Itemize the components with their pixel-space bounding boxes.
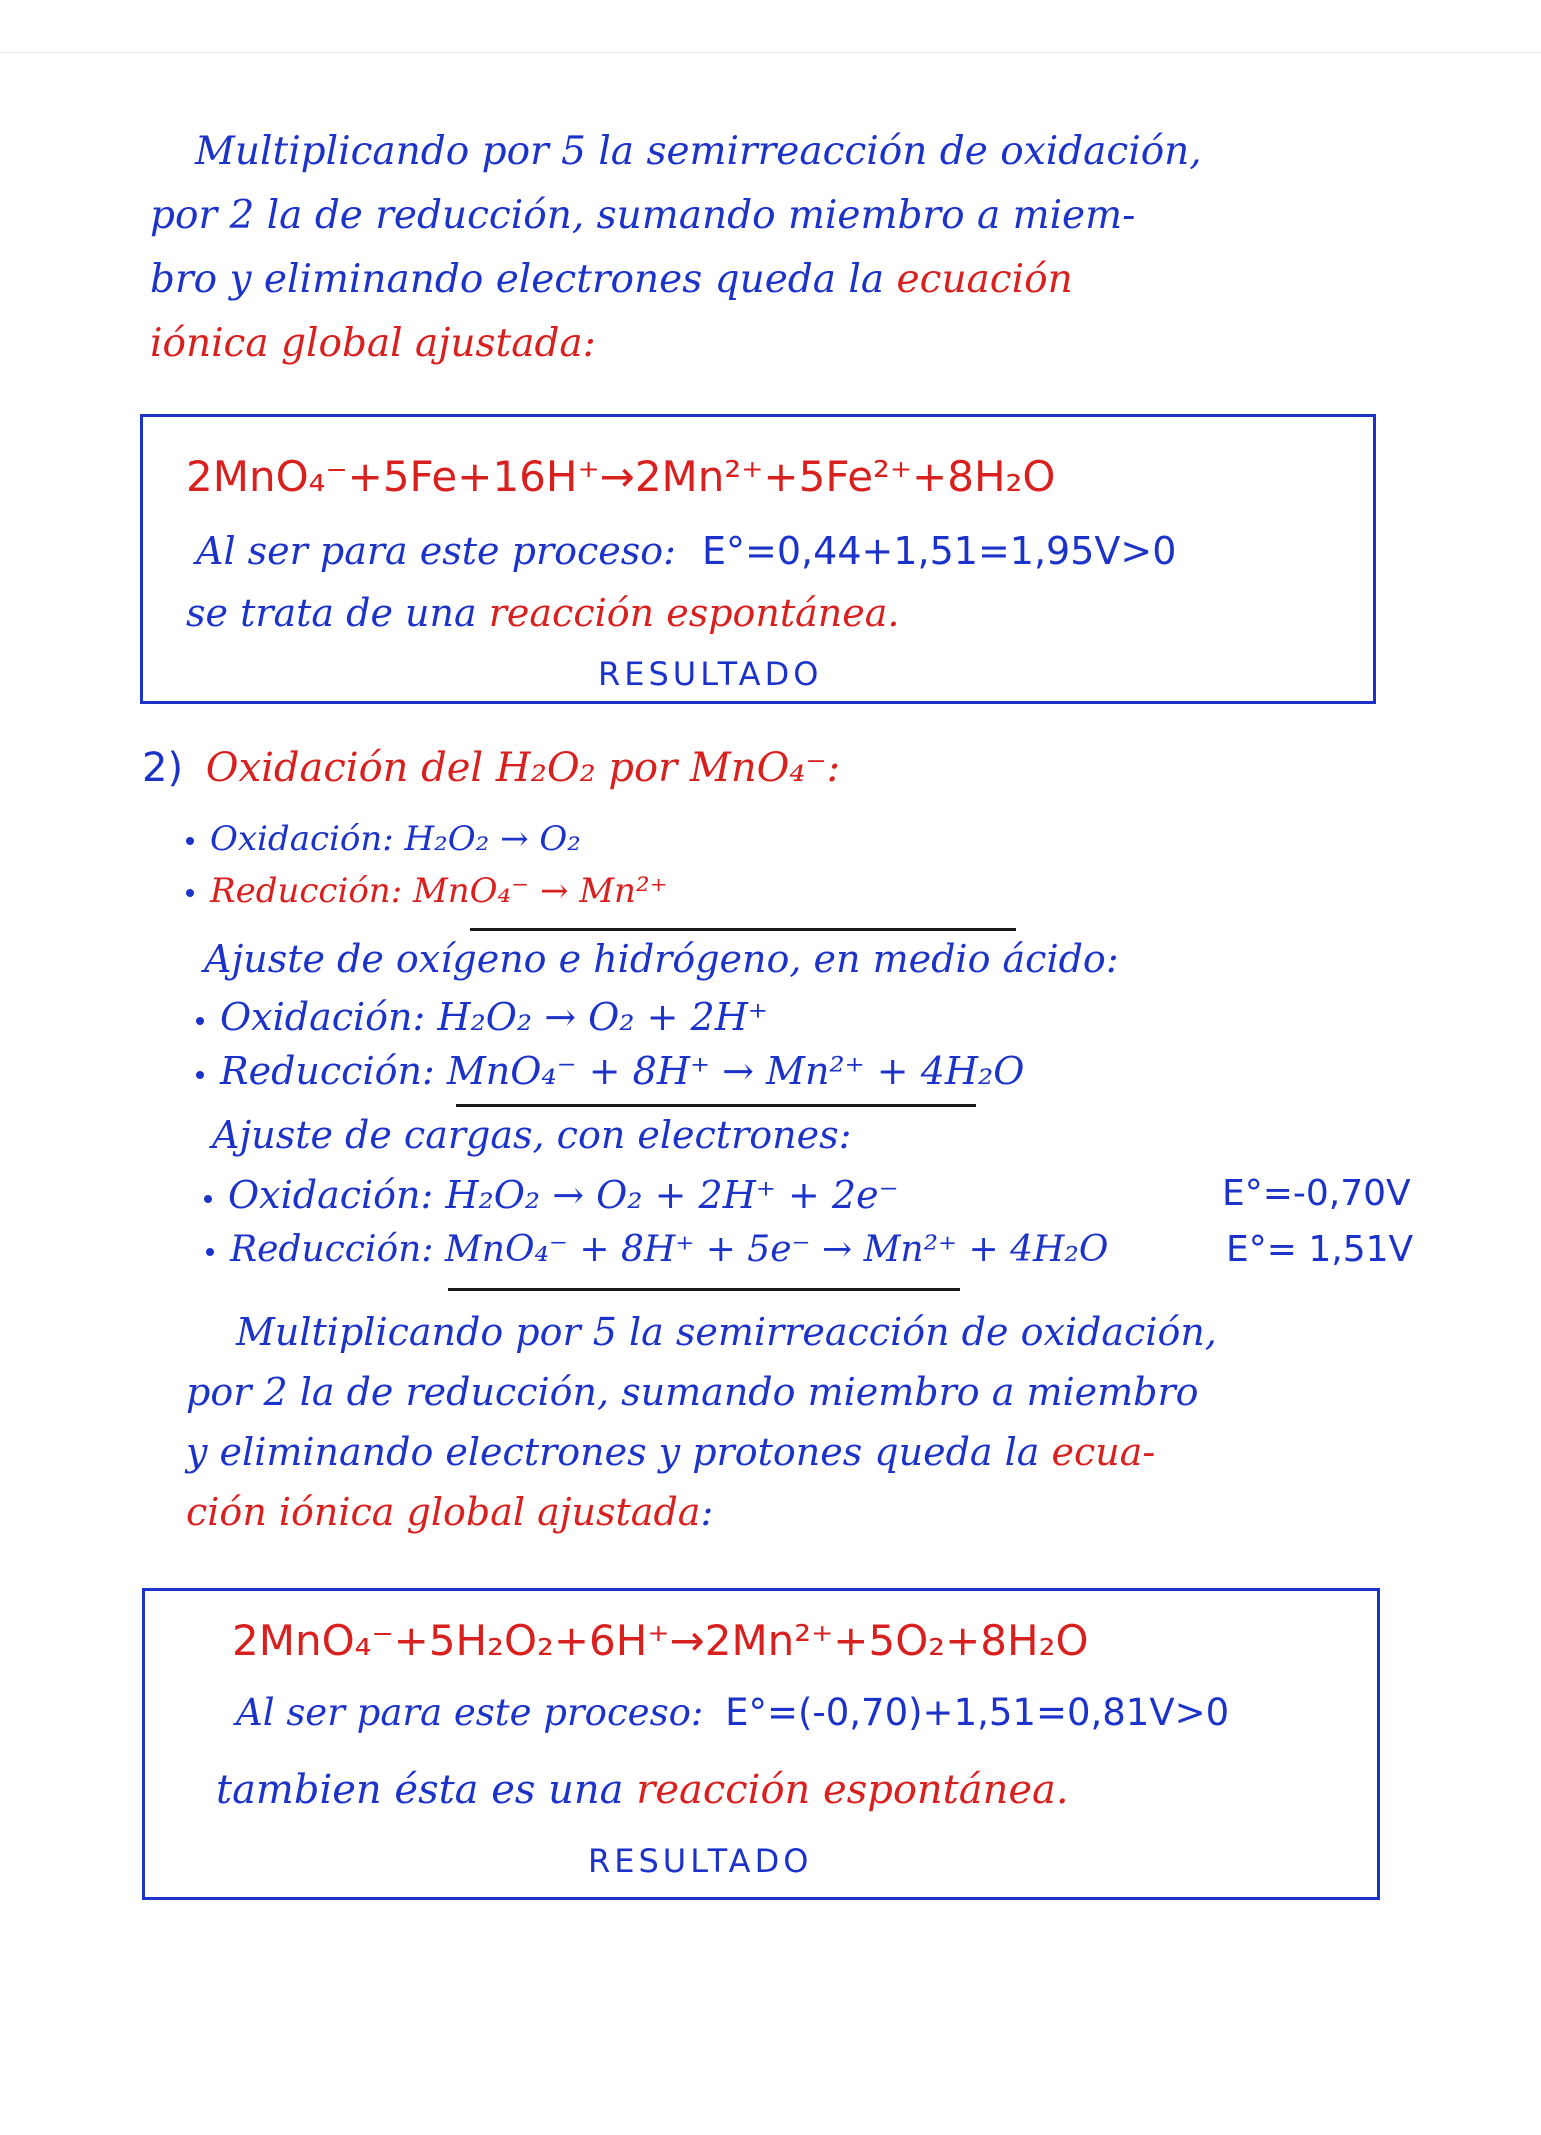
potential-value-text: E°=(-0,70)+1,51=0,81V>0 <box>725 1691 1230 1734</box>
spontaneous-prefix: se trata de una <box>186 591 489 635</box>
separator-line <box>448 1288 960 1291</box>
bullet-text: Reducción: MnO₄⁻ + 8H⁺ + 5e⁻ → Mn²⁺ + 4H₂O <box>230 1229 1109 1270</box>
paragraph-line: bro y eliminando electrones queda la <box>150 257 897 302</box>
paragraph-line: y eliminando electrones y protones queda la <box>186 1430 1052 1474</box>
page-top-edge <box>0 52 1541 53</box>
spontaneous-prefix: tambien ésta es una <box>216 1767 637 1813</box>
bullet-reduction-2 <box>196 1049 1025 1093</box>
highlight-text: ecua- <box>1051 1430 1156 1474</box>
bullet-oxidation-2 <box>196 995 768 1039</box>
global-equation-1: 2MnO₄⁻+5Fe+16H⁺→2Mn²⁺+5Fe²⁺+8H₂O <box>186 452 1056 501</box>
bullet-oxidation-3 <box>204 1173 899 1217</box>
potential-value: E°=0,44+1,51=1,95V>0 <box>702 529 1177 573</box>
paragraph-line: Multiplicando por 5 la semirreacción de oxidación, <box>195 129 1202 174</box>
bullet-reduction-3 <box>206 1229 1109 1270</box>
reduction-potential: E°= 1,51V <box>1226 1229 1414 1270</box>
highlight-text: ecuación <box>896 257 1073 302</box>
paragraph-line: por 2 la de reducción, sumando miembro a miem- <box>150 193 1136 238</box>
paragraph-line-mixed <box>186 1422 1217 1482</box>
spontaneous-line-2 <box>216 1767 1069 1813</box>
paragraph-line: por 2 la de reducción, sumando miembro a miembro <box>186 1370 1199 1414</box>
bullet-icon <box>206 1248 214 1256</box>
bullet-text: Oxidación: H₂O₂ → O₂ + 2H⁺ + 2e⁻ <box>228 1173 899 1217</box>
result-label-2: RESULTADO <box>588 1842 813 1880</box>
bullet-icon <box>196 1071 204 1079</box>
section-title: Oxidación del H₂O₂ por MnO₄⁻: <box>205 745 841 791</box>
section-number: 2) <box>142 745 184 791</box>
global-equation-2: 2MnO₄⁻+5H₂O₂+6H⁺→2Mn²⁺+5O₂+8H₂O <box>232 1616 1089 1665</box>
bullet-icon <box>186 889 194 897</box>
separator-line <box>470 928 1016 931</box>
spontaneous-highlight: reacción espontánea. <box>488 591 900 635</box>
bullet-text: Oxidación: H₂O₂ → O₂ + 2H⁺ <box>220 995 768 1039</box>
spontaneous-line-1 <box>186 591 900 635</box>
section-2-heading <box>142 745 841 791</box>
bullet-text: Oxidación: H₂O₂ → O₂ <box>210 819 581 859</box>
spontaneous-highlight: reacción espontánea. <box>636 1767 1069 1813</box>
paragraph-line-mixed <box>186 1482 1217 1542</box>
separator-line <box>456 1104 976 1107</box>
intro-paragraph <box>150 120 1202 376</box>
paragraph-line-mixed <box>150 248 1202 312</box>
subheading-oxygen-hydrogen: Ajuste de oxígeno e hidrógeno, en medio ácido: <box>204 937 1119 981</box>
potential-prefix: Al ser para este proceso: <box>196 529 676 573</box>
bullet-text: Reducción: MnO₄⁻ → Mn²⁺ <box>210 871 668 911</box>
subheading-charges: Ajuste de cargas, con electrones: <box>212 1113 852 1157</box>
bullet-icon <box>196 1017 204 1025</box>
paragraph-tail: : <box>700 1490 714 1534</box>
paragraph-line: iónica global ajustada: <box>150 321 596 366</box>
highlight-text: ción iónica global ajustada <box>186 1490 701 1534</box>
bullet-icon <box>186 837 194 845</box>
multiply-paragraph <box>186 1302 1217 1542</box>
potential-line-1 <box>196 529 1177 573</box>
potential-value <box>725 1691 1229 1734</box>
bullet-icon <box>204 1195 212 1203</box>
bullet-reduction-1 <box>186 871 668 911</box>
oxidation-potential: E°=-0,70V <box>1222 1173 1411 1214</box>
result-label-1: RESULTADO <box>598 655 823 693</box>
bullet-oxidation-1 <box>186 819 581 859</box>
potential-line-2 <box>236 1691 1230 1734</box>
potential-prefix: Al ser para este proceso: <box>236 1691 704 1734</box>
bullet-text: Reducción: MnO₄⁻ + 8H⁺ → Mn²⁺ + 4H₂O <box>220 1049 1025 1093</box>
paragraph-line: Multiplicando por 5 la semirreacción de oxidación, <box>236 1310 1217 1354</box>
